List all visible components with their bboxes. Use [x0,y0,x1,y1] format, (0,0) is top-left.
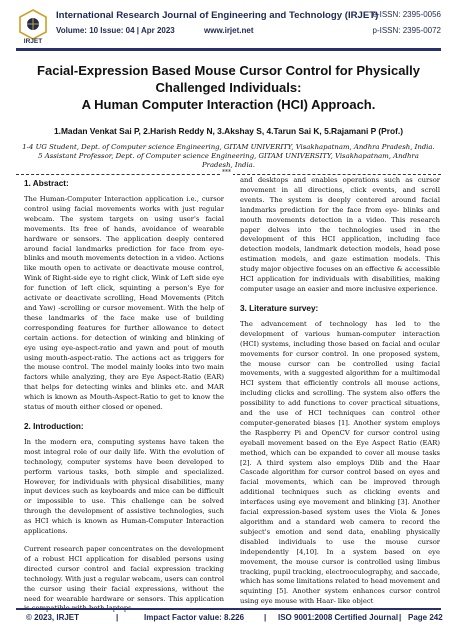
right-column [240,176,440,615]
left-column [24,176,224,622]
affiliation-line: 5 Assistant Professor, Dept. of Computer science Engineering, GITAM UNIVERSITY, Visakhapatnam, Andhra [38,152,419,160]
impact-factor: Impact Factor value: 8.226 [144,613,245,622]
introduction-paragraph: In the modern era, computing systems have taken the most integral role of our daily life. With the evolution of technology, computer systems have been developed to perform various tasks, both simple and specialized. However, for individuals with physical disabilities, many input devices such as keyboards and mice can be difficult or impossible to use. This challenge can be solved through the development of assistive technologies, such as HCI which is known as Human-Computer Interaction applications. [24,437,224,536]
logo-text: IRJET [23,38,43,44]
introduction-continued: and desktops and enables operations such as cursor movement in all directions, click events, and scroll events. The system is deeply centered around facial landmarks prediction for the face from eye- blinks and mouth movements detection in a video. This research paper delves into the technologies used in the development of this HCI application, including face detection models, landmark detection models, head pose estimation models, and gaze estimation models. This study major objective focuses on an effective & accessible HCI application for individuals with disabilities, making computer usage an easier and more inclusive experience. [240,176,440,293]
page-number: Page 242 [408,613,443,622]
header-rule [16,48,441,51]
p-issn: p-ISSN: 2395-0072 [372,26,441,35]
copyright: © 2023, IRJET [26,613,80,622]
literature-survey-heading: 3. Literature survey: [240,303,319,313]
abstract-heading: 1. Abstract: [24,179,69,188]
introduction-paragraph: Current research paper concentrates on the development of a robust HCI application for disabled persons using directed cursor control and facial expression tracking technology. With just a regular webcam, users can control the cursor using their facial expressions, without the need for wearable hardware or sensors. This application [24,545,224,603]
introduction-heading: 2. Introduction: [24,421,84,431]
volume-issue: Volume: 10 Issue: 04 | Apr 2023 [56,26,175,35]
affiliation-line: Pradesh, India. [202,161,255,169]
divider-mark: *** [222,169,231,176]
journal-header [16,8,441,46]
title-line: Challenged Individuals: [155,80,302,95]
literature-survey-paragraph: The advancement of technology has led to the development of various human-computer interaction (HCI) systems, including those based on facial and ocular movements for cursor control. In one proposed system, the mouse cursor can be controlled using facial movements, with a suggested algorithm for a multimodal HCI system that efficiently controls all mouse actions, including clicks and scrolling. The system also offers the possibility to add functions to cover practical situations, and the use of HCI techniques can control other computer-generated biases [1]. Another system employs the Raspberry Pi and OpenCV for cursor control using eyeball movement based on the Eye Aspect Ratio (EAR) method, which can be expanded to cover all mouse tasks [2]. A third system also employs Dlib and the Haar Cascade algorithm for cursor control based on eyes and facial movements, which can be improved through additional techniques such as clicking events and interfaces using eye movement and blinking [3]. Another facial expression-based system uses the Viola & Jones algorithm and a standard web camera to record the subject's emotion and send data, enabling physically disabled individuals to use the mouse cursor independently [4,10]. In a system based on eye movement, the mouse cursor is controlled using limbus tracking, pupil tracking, electrooculography, and saccade, which has some limitations related to head movement and squinting [5]. Another system enhances cursor control using eye mouse with Haar- like object [240,319,441,606]
title-line: Facial-Expression Based Mouse Cursor Control for Physically [37,63,420,78]
abstract-text: The Human-Computer Interaction application i.e., cursor control using facial movements works with just regular webcam. The system targets on using user's facial movements. Its free of hands, avoidance of wearable hardware or sensors. The application deeply centered around facial landmarks prediction for face from eye-blinks and mouth movements detection in a video. Actions like mouth open to activate or deactivate mouse control, Wink of Right-side eye to right click, Wink of Left side eye for function of left click, squinting a person's Eye for activate or deactivate scrolling, Head Movements (Pitch and Yaw) -scrolling or cursor movement. With the help of these landmarks of the face make use of building corresponding features for further allowance to detect certain actions. for detection of winking and blinking of eye using eye-aspect-ratio and yawn and pout of mouth using mouth-aspect-ratio. The actions act as triggers for the mouse control. The model mainly looks into two main factors while analyzing, they are Eye Aspect-Ratio (EAR) that helps for detecting winks and blinks etc. and MAR which is known as Mouth-Aspect-Ratio to get to know the status of mouth either closed or opened. [24,195,224,412]
footer-rule [16,608,441,610]
affiliation-line: 1-4 UG Student, Dept. of Computer science Engineering, GITAM UNIVERITY, Visakhapatnam, Andhra Pradesh, India. [22,143,435,151]
irjet-logo-icon [16,8,50,44]
author-list: 1.Madan Venkat Sai P, 2.Harish Reddy N, 3.Akshay S, 4.Tarun Sai K, 5.Rajamani P (Prof.) [53,126,404,136]
affiliations [16,143,441,170]
footer-separator: | [399,613,402,622]
title-line: A Human Computer Interaction (HCI) Approach. [81,97,376,112]
iso-certification: ISO 9001:2008 Certified Journal [278,613,399,622]
footer-separator: | [264,613,267,622]
paper-title [16,62,441,113]
footer-separator: | [116,613,119,622]
journal-title: International Research Journal of Engineering and Technology (IRJET) [56,10,379,21]
journal-website-link[interactable]: www.irjet.net [204,26,254,35]
e-issn: e-ISSN: 2395-0056 [372,10,441,19]
